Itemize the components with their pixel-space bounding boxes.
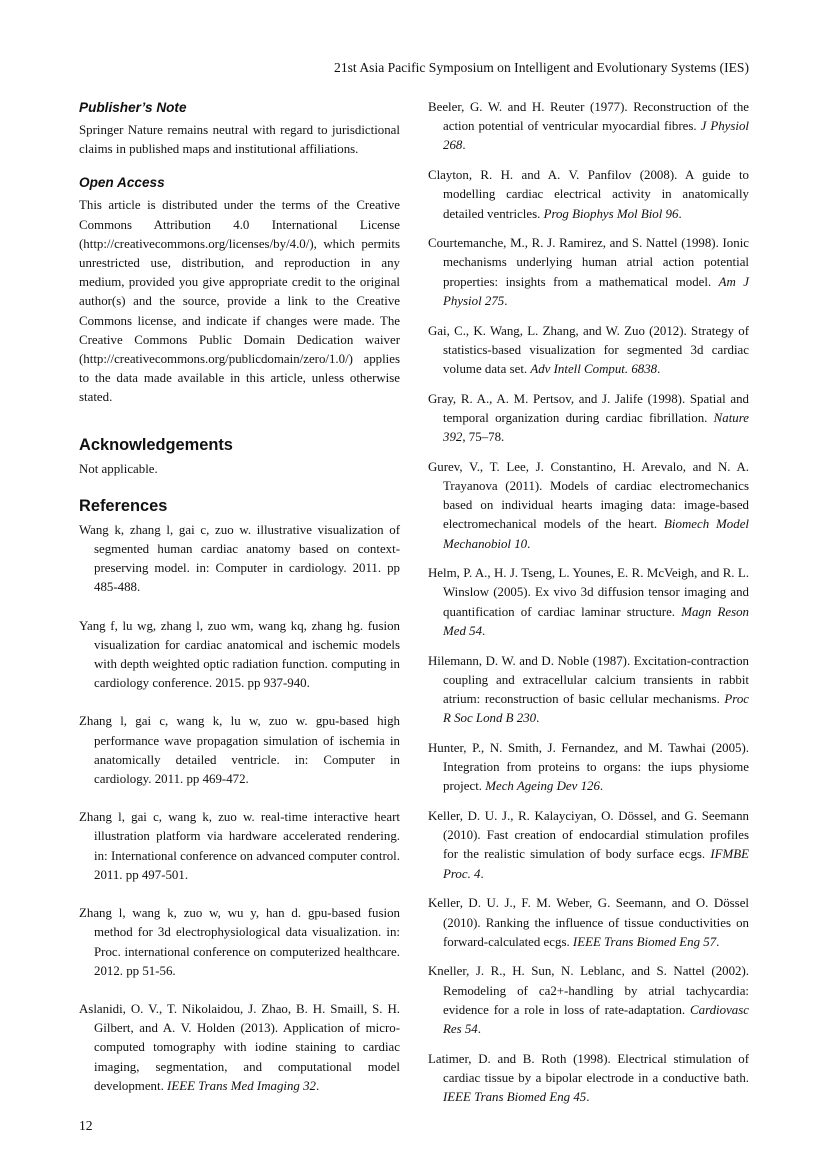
reference-tail: . [504, 293, 508, 308]
reference-text: Zhang l, gai c, wang k, lu w, zuo w. gpu-based high performance wave propagation simulation of ischemia in anatomically detailed ventricle. in: Computer in cardiology. 2011. pp 469-472. [79, 714, 400, 787]
reference-tail: . [462, 138, 466, 153]
reference-tail: . [482, 623, 486, 638]
reference-journal: Mech Ageing Dev 126 [485, 779, 600, 794]
page-number: 12 [79, 1118, 93, 1133]
reference-text: Aslanidi, O. V., T. Nikolaidou, J. Zhao, B. H. Smaill, S. H. Gilbert, and A. V. Holden (2013). Application of micro-computed tomography with iodine staining to cardiac imaging, segmentation, and computational model development. [79, 1001, 400, 1093]
reference-item [428, 962, 749, 1039]
reference-text: Kneller, J. R., H. Sun, N. Leblanc, and S. Nattel (2002). Remodeling of ca2+-handling by atrial tachycardia: evidence for a role in loss of rate-adaptation. [428, 964, 749, 1017]
reference-text: Helm, P. A., H. J. Tseng, L. Younes, E. R. McVeigh, and R. L. Winslow (2005). Ex vivo 3d diffusion tensor imaging and quantification of cardiac laminar structure. [428, 566, 749, 619]
reference-item [79, 1000, 400, 1096]
reference-journal: Proc R Soc Lond B 230 [443, 691, 749, 726]
references-list-right [428, 98, 749, 1107]
reference-item [428, 652, 749, 729]
reference-text: Beeler, G. W. and H. Reuter (1977). Reconstruction of the action potential of ventricular myocardial fibres. [428, 100, 749, 134]
reference-item [428, 894, 749, 952]
reference-tail: . [536, 711, 540, 726]
reference-text: Wang k, zhang l, gai c, zuo w. illustrative visualization of segmented human cardiac anatomy based on context-preserving model. in: Computer in cardiology. 2011. pp 485-488. [79, 522, 400, 595]
reference-item [428, 322, 749, 380]
reference-journal: Am J Physiol 275 [443, 274, 749, 308]
reference-journal: IFMBE Proc. 4 [443, 847, 749, 881]
reference-item [428, 390, 749, 448]
reference-item [428, 234, 749, 311]
reference-text: Courtemanche, M., R. J. Ramirez, and S. Nattel (1998). Ionic mechanisms underlying human atrial action potential properties: insights from a mathematical model. [428, 236, 749, 289]
reference-text: Gai, C., K. Wang, L. Zhang, and W. Zuo (2012). Strategy of statistics-based visualization for segmented 3d cardiac volume data set. [428, 323, 749, 376]
reference-journal: Magn Reson Med 54 [443, 604, 749, 638]
reference-journal: Biomech Model Mechanobiol 10 [443, 517, 749, 551]
reference-item [79, 808, 400, 885]
reference-tail: . [477, 1022, 481, 1037]
references-list-left [79, 521, 400, 1096]
reference-journal: Adv Intell Comput. 6838 [530, 361, 658, 376]
reference-tail: . [678, 206, 682, 221]
reference-text: Latimer, D. and B. Roth (1998). Electrical stimulation of cardiac tissue by a bipolar electrode in a conductive bath. [428, 1051, 749, 1085]
reference-tail: . [527, 536, 531, 551]
reference-item [428, 166, 749, 224]
publishers-note-text: Springer Nature remains neutral with regard to jurisdictional claims in published maps and institutional affiliations. [79, 123, 400, 157]
reference-tail: , 75–78. [462, 430, 505, 445]
reference-journal: IEEE Trans Med Imaging 32 [167, 1078, 316, 1093]
publishers-note-title: Publisher’s Note [79, 100, 187, 115]
reference-item [428, 564, 749, 641]
reference-text: Zhang l, wang k, zuo w, wu y, han d. gpu-based fusion method for 3d electrophysiological data visualization. in: Proc. international conference on computerized healthcare. 2012. pp 51-56. [79, 906, 400, 978]
reference-text: Hunter, P., N. Smith, J. Fernandez, and M. Tawhai (2005). Integration from proteins to organs: the iups physiome project. [428, 740, 749, 794]
reference-journal: Prog Biophys Mol Biol 96 [543, 206, 679, 221]
reference-item [79, 712, 400, 789]
open-access-text: This article is distributed under the terms of the Creative Commons Attribution 4.0 International License (http://creativecommons.org/licenses/by/4.0/), which permits unrestricted use, distribution, and reproduction in any medium, provided you give appropriate credit to the original author(s) and the source, provide a link to the Creative Commons license, and indicate if changes were made. The Creative Commons Public Domain Dedication waiver (http://creativecommons.org/publicdomain/zero/1.0/) applies to the data made available in this article, unless otherwise stated. [79, 198, 400, 405]
reference-tail: . [716, 934, 720, 949]
reference-item [428, 458, 749, 554]
running-header: 21st Asia Pacific Symposium on Intelligent and Evolutionary Systems (IES) [334, 60, 749, 75]
open-access-title: Open Access [79, 175, 165, 191]
reference-text: Clayton, R. H. and A. V. Panfilov (2008). A guide to modelling cardiac electrical activity in anatomically detailed ventricles. [428, 168, 749, 221]
reference-item [79, 617, 400, 694]
right-column [428, 98, 749, 1118]
reference-tail: . [657, 361, 661, 376]
reference-journal: IEEE Trans Biomed Eng 45 [443, 1090, 587, 1105]
reference-tail: . [480, 866, 484, 881]
reference-text: Hilemann, D. W. and D. Noble (1987). Excitation-contraction coupling and extracellular calcium transients in rabbit atrium: reconstruction of basic cellular mechanisms. [428, 653, 749, 706]
reference-item [428, 739, 749, 797]
reference-item [428, 98, 749, 156]
reference-text: Keller, D. U. J., R. Kalayciyan, O. Dössel, and G. Seemann (2010). Fast creation of endocardial stimulation profiles for the realistic simulation of body surface ecgs. [428, 809, 749, 862]
acknowledgements-heading: Acknowledgements [79, 435, 233, 454]
reference-item [428, 807, 749, 884]
reference-journal: J Physiol 268 [443, 119, 749, 153]
reference-text: Gray, R. A., A. M. Pertsov, and J. Jalife (1998). Spatial and temporal organization during cardiac fibrillation. [428, 391, 749, 425]
reference-text: Zhang l, gai c, wang k, zuo w. real-time interactive heart illustration platform via hardware accelerated rendering. in: International conference on advanced computer control. 2011. pp 497-501. [79, 810, 400, 882]
references-heading: References [79, 496, 168, 515]
reference-text: Gurev, V., T. Lee, J. Constantino, H. Arevalo, and N. A. Trayanova (2011). Models of cardiac electromechanics based on individual hearts imaging data: image-based electromechanical models of the heart. [428, 459, 749, 532]
reference-journal: Nature 392 [443, 410, 749, 445]
reference-item [79, 904, 400, 981]
reference-journal: IEEE Trans Biomed Eng 57 [572, 934, 717, 949]
reference-text: Yang f, lu wg, zhang l, zuo wm, wang kq, zhang hg. fusion visualization for cardiac anatomical and ischemic models with depth weighted optic radiation function. computing in cardiology conference. 2015. pp 937-940. [79, 618, 400, 691]
acknowledgements-text: Not applicable. [79, 461, 158, 476]
reference-tail: . [586, 1090, 590, 1105]
reference-tail: . [599, 779, 604, 794]
reference-text: Keller, D. U. J., F. M. Weber, G. Seemann, and O. Dössel (2010). Ranking the influence of tissue conductivities on forward-calculated ecgs. [428, 896, 749, 949]
reference-item [428, 1050, 749, 1108]
reference-item [79, 521, 400, 598]
reference-journal: Cardiovasc Res 54 [443, 1002, 749, 1037]
reference-tail: . [315, 1078, 320, 1093]
left-column [79, 98, 400, 1115]
